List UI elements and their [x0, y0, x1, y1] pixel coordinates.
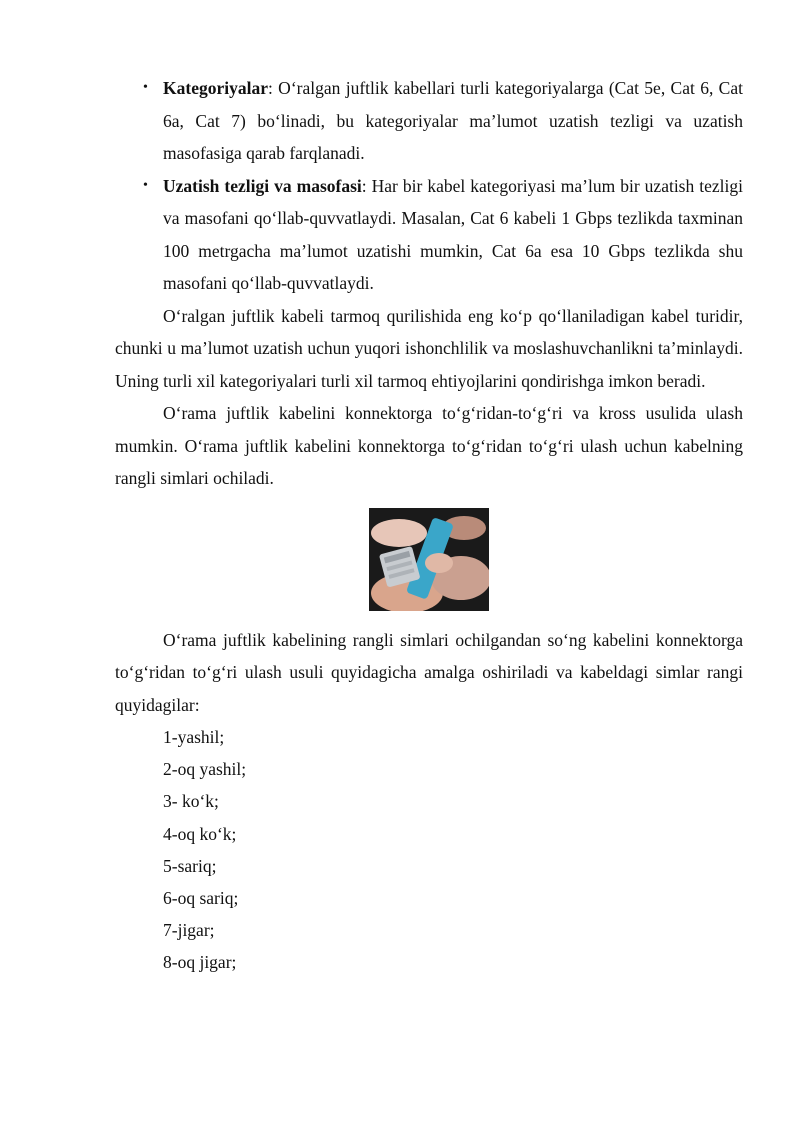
wire-color-list	[115, 721, 743, 979]
photo-container	[115, 508, 743, 611]
list-item: 3- ko‘k;	[163, 791, 219, 812]
list-item: 2-oq yashil;	[163, 759, 247, 780]
document-page	[115, 72, 743, 979]
bullet-term: Uzatish tezligi va masofasi	[163, 175, 362, 196]
paragraph-connection-methods: O‘rama juftlik kabelini konnektorga to‘g‘ridan-to‘g‘ri va kross usulida ulash mumkin. O‘rama juftlik kabelini konnektorga to‘g‘ridan to‘g‘ri ulash uchun kabelning rangli simlari ochiladi.	[115, 403, 743, 488]
list-item: 4-oq ko‘k;	[163, 823, 237, 844]
bullet-dot: •	[143, 177, 148, 193]
bullet-text: : O‘ralgan juftlik kabellari turli kategoriyalarga (Cat 5e, Cat 6, Cat 6a, Cat 7) bo‘linadi, bu kategoriyalar ma’lumot uzatish tezligi va uzatish masofasiga qarab farqlanadi.	[163, 78, 743, 163]
list-item: 6-oq sariq;	[163, 888, 239, 909]
rj45-connector-photo	[369, 508, 489, 611]
list-item: 7-jigar;	[163, 920, 215, 941]
bullet-item-categories	[115, 72, 743, 170]
list-item: 1-yashil;	[163, 727, 225, 747]
list-item: 8-oq jigar;	[163, 952, 237, 973]
bullet-dot: •	[143, 80, 148, 95]
paragraph-cable-usage: O‘ralgan juftlik kabeli tarmoq qurilishida eng ko‘p qo‘llaniladigan kabel turidir, chunki u ma’lumot uzatish uchun yuqori ishonchlilik va moslashuvchanlikni ta’minlaydi. Uning turli xil kategoriyalari turli xil tarmoq ehtiyojlarini qondirishga imkon beradi.	[115, 305, 743, 391]
bullet-term: Kategoriyalar	[163, 78, 268, 98]
paragraph-wire-order-intro: O‘rama juftlik kabelining rangli simlari ochilgandan so‘ng kabelini konnektorga to‘g‘ridan to‘g‘ri ulash usuli quyidagicha amalga oshiriladi va kabeldagi simlar rangi quyidagilar:	[115, 629, 743, 715]
list-item: 5-sariq;	[163, 855, 217, 876]
bullet-item-speed-distance	[115, 170, 743, 300]
bullet-text: : Har bir kabel kategoriyasi ma’lum bir uzatish tezligi va masofani qo‘llab-quvvatlaydi. Masalan, Cat 6 kabeli 1 Gbps tezlikda taxminan 100 metrgacha ma’lumot uzatishi mumkin, Cat 6a esa 10 Gbps tezlikda shu masofani qo‘llab-quvvatlaydi.	[163, 175, 743, 293]
